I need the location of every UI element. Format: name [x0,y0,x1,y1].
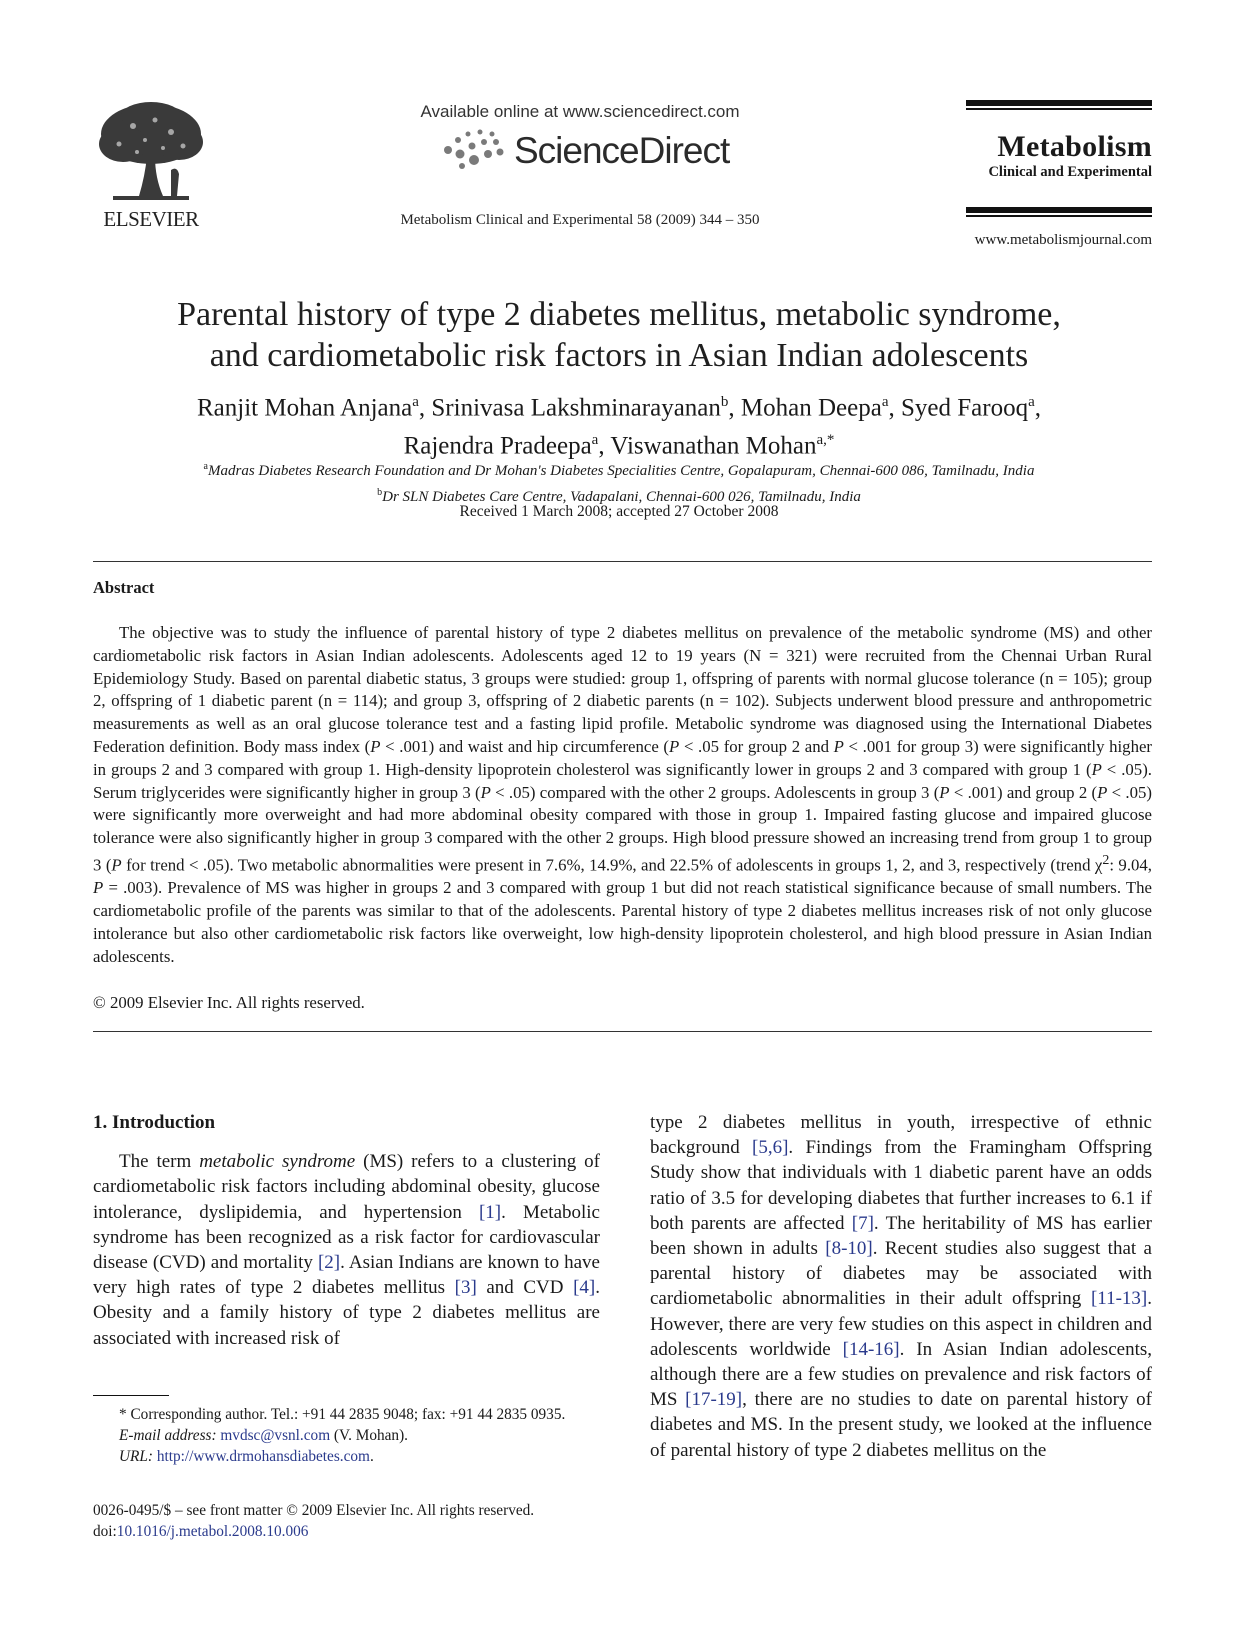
author-affiliation-mark: a,* [816,432,835,449]
author-separator: , [728,394,741,422]
title-line: Parental history of type 2 diabetes mellitus, metabolic syndrome, [177,296,1061,333]
reference-link[interactable]: [1] [478,1201,502,1223]
doi-line [93,1521,600,1542]
body-text: . Findings from the Framingham Offspring Study show that individuals with 1 diabetic parent have an odds ratio of 3.5 for developing diabetes that further increases to 6.1 if both parents are affected [650,1137,1153,1234]
author-affiliation-mark: a [591,432,599,449]
p-symbol: P [1097,782,1108,802]
p-symbol: P [480,782,491,802]
reference-link[interactable]: [5,6] [752,1137,789,1159]
body-text: . Recent studies also suggest that a parental history of diabetes may be associated with cardiometabolic abnormalities in their adult offspring [650,1238,1152,1310]
body-text: (MS) refers to a clustering of cardiometabolic risk factors including abdominal obesity, glucose intolerance, dyslipidemia, and hypertension [93,1151,600,1223]
p-symbol: P [669,736,680,756]
abstract-text: < .05) were significantly more overweight and had more abdominal obesity compared with those in group 1. Impaired fasting glucose and impaired glucose tolerance were also significantly higher in group 3 compared with the other 2 groups. High blood pressure showed an increasing trend from group 1 to group 3 ( [93,782,1152,875]
brand-rule [966,215,1152,217]
abstract-body [93,622,1152,969]
abstract-paragraph [93,622,1152,969]
front-matter [93,1500,600,1542]
body-paragraph [93,1149,600,1351]
email-suffix: (V. Mohan). [330,1427,408,1444]
email-label: E-mail address: [119,1427,217,1444]
journal-title: Metabolism [997,130,1152,163]
doi-label: doi: [93,1523,117,1540]
elsevier-wordmark: ELSEVIER [103,207,199,231]
brand-rule [966,207,1152,213]
p-symbol: P [370,736,381,756]
reference-link[interactable]: [8-10] [825,1238,873,1260]
body-text: type 2 diabetes mellitus in youth, irrespective of ethnic background [650,1112,1152,1159]
abstract-text: The objective was to study the influence of parental history of type 2 diabetes mellitus on prevalence of the metabolic syndrome (MS) and other cardiometabolic risk factors in Asian Indian adolescents. Adolescents aged 12 to 19 years (N = 321) were recruited from the Chennai Urban Rural Epidemiology Study. Based on parental diabetic status, 3 groups were studied: group 1, offspring of parents with normal glucose tolerance (n = 105); group 2, offspring of 1 diabetic parent (n = 114); and group 3, offspring of 2 diabetic parents (n = 102). Subjects underwent blood pressure and anthropometric measurements as well as an oral glucose tolerance test and a fasting lipid profile. Metabolic syndrome was diagnosed using the International Diabetes Federation definition. Body mass index ( [93,623,1152,756]
abstract-text: for trend < .05). Two metabolic abnormalities were present in 7.6%, 14.9%, and 22.5% of adolescents in groups 1, 2, and 3, respectively (trend χ [121,855,1103,875]
reference-link[interactable]: [11-13] [1090,1288,1148,1310]
emphasis-text: metabolic syndrome [199,1151,356,1173]
article-title [60,294,1178,376]
author-separator: , [888,394,901,422]
p-symbol: P [939,782,950,802]
abstract-text: < .001 for group 3) were significantly higher in groups 2 and 3 compared with group 1. High-density lipoprotein cholesterol was significantly lower in groups 2 and 3 compared with group 1 ( [93,736,1152,779]
affiliation-mark: a [203,461,208,472]
superscript: 2 [1102,852,1110,868]
author-affiliation-mark: a [1028,394,1035,410]
issn-line: 0026-0495/$ – see front matter © 2009 Elsevier Inc. All rights reserved. [93,1502,535,1519]
journal-brand [966,100,1152,217]
affiliation-text: Madras Diabetes Research Foundation and Dr Mohan's Diabetes Specialities Centre, Gopalapuram, Chennai-600 086, Tamilnadu, India [207,463,1035,479]
abstract-text: : 9.04, [1109,855,1152,875]
author-list [60,386,1178,463]
body-text: The term [119,1151,200,1173]
p-symbol: P [833,736,844,756]
author-name: Syed Farooq [901,394,1029,422]
url-suffix: . [369,1448,374,1465]
author-separator: , [418,394,432,422]
abstract-text: < .05). Serum triglycerides were significantly higher in group 3 ( [93,759,1152,802]
footnote-divider [93,1395,169,1396]
reference-link[interactable]: [2] [317,1252,341,1274]
url-link[interactable]: http://www.drmohansdiabetes.com [156,1448,370,1465]
sciencedirect-dots-icon [438,128,510,174]
reference-link[interactable]: [17-19] [685,1389,743,1411]
author-name: Viswanathan Mohan [610,432,817,460]
abstract-text: < .05 for group 2 and [679,736,834,756]
brand-rule [966,100,1152,106]
abstract-text: < .05) compared with the other 2 groups. Adolescents in group 3 ( [490,782,940,802]
reference-link[interactable]: [14-16] [842,1338,900,1360]
body-text: . The heritability of MS has earlier been shown in adults [650,1212,1152,1260]
abstract-text: < .001) and waist and hip circumference ( [380,736,670,756]
affiliation-mark: b [377,487,383,498]
author-affiliation-mark: a [881,394,889,410]
author-line [60,386,1178,424]
author-separator: , [598,432,611,460]
author-name: Rajendra Pradeepa [403,432,592,460]
author-name: Ranjit Mohan Anjana [196,394,413,422]
author-name: Mohan Deepa [740,394,882,422]
p-symbol: P [1091,759,1102,779]
journal-citation: Metabolism Clinical and Experimental 58 (2009) 344 – 350 [400,212,760,228]
corresponding-author-note: * Corresponding author. Tel.: +91 44 2835 9048; fax: +91 44 2835 0935. [119,1406,566,1423]
body-text: and CVD [476,1277,574,1299]
right-column [650,1110,1152,1463]
journal-subtitle: Clinical and Experimental [988,164,1152,180]
elsevier-logo [93,100,209,230]
footnotes [93,1404,600,1467]
reference-link[interactable]: [7] [851,1212,874,1234]
body-text: . Obesity and a family history of type 2 diabetes mellitus are associated with increased risk of [93,1277,600,1349]
abstract-text: = .003). Prevalence of MS was higher in groups 2 and 3 compared with group 1 but did not reach statistical significance because of small numbers. The cardiometabolic profile of the parents was similar to that of the adolescents. Parental history of type 2 diabetes mellitus increases risk of not only glucose intolerance but also other cardiometabolic risk factors like overweight, low high-density lipoprotein cholesterol, and high blood pressure in Asian Indian adolescents. [93,878,1152,966]
affiliation [60,456,1178,482]
author-separator: , [1034,394,1041,422]
email-note [93,1425,600,1446]
body-text: . However, there are very few studies on this aspect in children and adolescents worldwide [650,1288,1152,1360]
doi-link[interactable]: 10.1016/j.metabol.2008.10.006 [116,1523,309,1540]
abstract-text: < .001) and group 2 ( [949,782,1098,802]
body-text: . Asian Indians are known to have very high rates of type 2 diabetes mellitus [93,1252,600,1299]
reference-link[interactable]: [4] [573,1277,596,1299]
journal-url[interactable]: www.metabolismjournal.com [974,232,1152,248]
abstract-copyright: © 2009 Elsevier Inc. All rights reserved. [93,993,365,1012]
p-symbol: P [111,855,122,875]
elsevier-tree-icon [93,100,209,204]
title-line: and cardiometabolic risk factors in Asian Indian adolescents [209,337,1029,374]
left-column [93,1110,600,1351]
body-text: . Metabolic syndrome has been recognized as a risk factor for cardiovascular disease (CVD) and mortality [93,1201,600,1274]
section-divider [93,561,1152,562]
sciencedirect-logo [438,128,738,180]
p-symbol: P [93,878,104,898]
section-divider [93,1031,1152,1032]
abstract-heading: Abstract [93,578,155,597]
section-heading: 1. Introduction [93,1112,216,1133]
available-online-text: Available online at www.sciencedirect.com [420,102,740,121]
sciencedirect-wordmark: ScienceDirect [514,130,730,171]
received-dates: Received 1 March 2008; accepted 27 October 2008 [459,503,779,520]
author-affiliation-mark: b [720,394,729,410]
url-label: URL: [119,1448,153,1465]
body-paragraph [650,1110,1152,1463]
body-text: . In Asian Indian adolescents, although there are a few studies on prevalence and risk factors of MS [650,1338,1152,1411]
reference-link[interactable]: [3] [454,1277,477,1299]
email-link[interactable]: mvdsc@vsnl.com [220,1427,331,1444]
author-affiliation-mark: a [412,394,419,410]
url-note [93,1446,600,1467]
author-name: Srinivasa Lakshminarayanan [431,394,721,422]
body-text: , there are no studies to date on parental history of diabetes and MS. In the present study, we looked at the influence of parental history of type 2 diabetes mellitus on the [650,1389,1152,1461]
affiliations [60,456,1178,508]
affiliation-text: Dr SLN Diabetes Care Centre, Vadapalani, Chennai-600 026, Tamilnadu, India [382,489,861,505]
brand-rule [966,108,1152,110]
